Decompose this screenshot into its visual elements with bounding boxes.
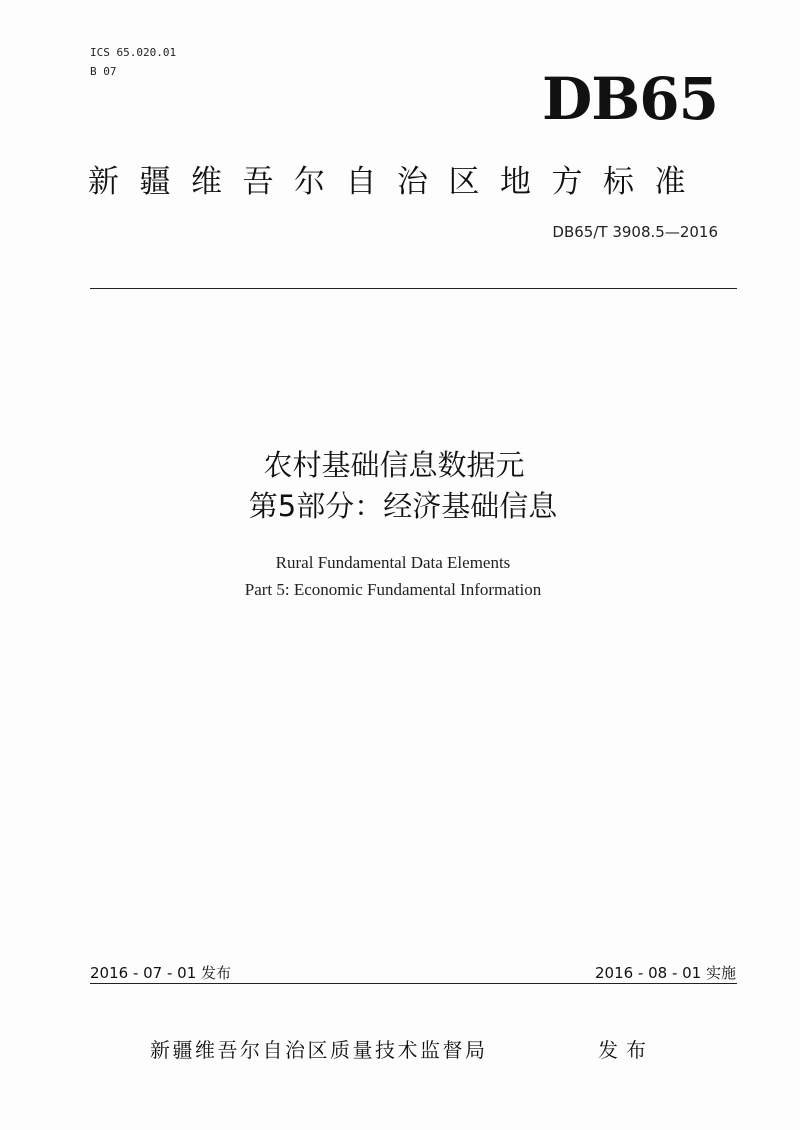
ics-code: ICS 65.020.01 xyxy=(90,46,177,59)
top-divider xyxy=(90,288,737,289)
issuer-title: 新疆维吾尔自治区地方标准 xyxy=(88,164,706,200)
effective-date: 2016 - 08 - 01 实施 xyxy=(594,964,736,982)
classification-codes xyxy=(90,43,176,81)
publish-date: 2016 - 07 - 01 发布 xyxy=(90,964,232,982)
publisher-name: 新疆维吾尔自治区质量技术监督局 xyxy=(150,1038,488,1062)
db65-logo: DB65 xyxy=(541,65,718,133)
publish-label: 发布 xyxy=(598,1038,654,1062)
english-title-line-1: Rural Fundamental Data Elements xyxy=(275,553,511,572)
standard-number: DB65/T 3908.5—2016 xyxy=(552,223,718,241)
chinese-title-line-1: 农村基础信息数据元 xyxy=(263,448,525,482)
english-title-line-2: Part 5: Economic Fundamental Information xyxy=(244,580,542,599)
chinese-title-line-2: 第5部分：经济基础信息 xyxy=(248,489,558,523)
bottom-divider xyxy=(90,983,737,984)
category-code: B 07 xyxy=(90,65,117,78)
